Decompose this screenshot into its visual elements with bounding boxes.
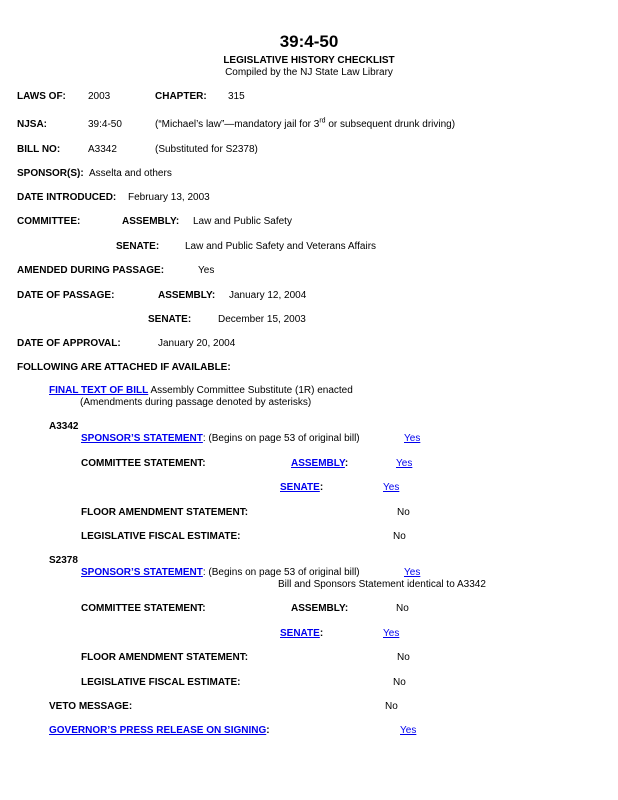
s2378-sponsor-row bbox=[81, 567, 360, 579]
committee-assembly-label: ASSEMBLY: bbox=[122, 216, 180, 227]
passage-senate-label: SENATE: bbox=[148, 314, 192, 325]
press-release-yes-link[interactable]: Yes bbox=[400, 725, 417, 736]
s2378-identical-note: Bill and Sponsors Statement identical to A3342 bbox=[278, 579, 486, 590]
a3342-senate-link[interactable]: SENATE bbox=[280, 482, 320, 493]
final-text-row bbox=[49, 385, 353, 397]
date-introduced-label: DATE INTRODUCED: bbox=[17, 192, 117, 203]
bill-no-note: (Substituted for S2378) bbox=[155, 144, 258, 155]
bill-no-value: A3342 bbox=[88, 144, 117, 155]
njsa-description-text: (“Michael’s law”—mandatory jail for 3 bbox=[155, 119, 320, 130]
s2378-committee-senate bbox=[280, 628, 323, 640]
a3342-sponsor-desc: : (Begins on page 53 of original bill) bbox=[202, 433, 360, 444]
veto-value: No bbox=[385, 701, 398, 712]
date-introduced-value: February 13, 2003 bbox=[128, 192, 210, 203]
laws-of-label: LAWS OF: bbox=[17, 91, 66, 102]
amended-label: AMENDED DURING PASSAGE: bbox=[17, 265, 165, 276]
a3342-sponsor-row bbox=[81, 433, 360, 445]
a3342-sponsor-statement-link[interactable]: SPONSOR’S STATEMENT bbox=[81, 433, 203, 444]
passage-assembly-label: ASSEMBLY: bbox=[158, 290, 216, 301]
s2378-sponsor-yes-link[interactable]: Yes bbox=[404, 567, 421, 578]
s2378-heading: S2378 bbox=[49, 555, 78, 566]
s2378-committee-label: COMMITTEE STATEMENT: bbox=[81, 603, 206, 614]
a3342-fiscal-value: No bbox=[393, 531, 406, 542]
passage-assembly-value: January 12, 2004 bbox=[229, 290, 307, 301]
a3342-committee-senate bbox=[280, 482, 323, 494]
page-subtitle: LEGISLATIVE HISTORY CHECKLIST bbox=[223, 55, 395, 66]
a3342-floor-label: FLOOR AMENDMENT STATEMENT: bbox=[81, 507, 249, 518]
s2378-sponsor-statement-link[interactable]: SPONSOR’S STATEMENT bbox=[81, 567, 203, 578]
s2378-assembly-value: No bbox=[396, 603, 409, 614]
s2378-fiscal-label: LEGISLATIVE FISCAL ESTIMATE: bbox=[81, 677, 241, 688]
committee-label: COMMITTEE: bbox=[17, 216, 81, 227]
press-release-row bbox=[49, 725, 270, 737]
a3342-senate-colon: : bbox=[319, 482, 324, 493]
a3342-assembly-yes-link[interactable]: Yes bbox=[396, 458, 413, 469]
s2378-senate-colon: : bbox=[319, 628, 324, 639]
press-release-link[interactable]: GOVERNOR’S PRESS RELEASE ON SIGNING bbox=[49, 725, 267, 736]
s2378-assembly-label: ASSEMBLY: bbox=[291, 603, 349, 614]
s2378-fiscal-value: No bbox=[393, 677, 406, 688]
s2378-senate-link[interactable]: SENATE bbox=[280, 628, 320, 639]
s2378-floor-label: FLOOR AMENDMENT STATEMENT: bbox=[81, 652, 249, 663]
final-text-link[interactable]: FINAL TEXT OF BILL bbox=[49, 385, 149, 396]
a3342-assembly-link[interactable]: ASSEMBLY bbox=[291, 458, 345, 469]
a3342-assembly-colon: : bbox=[344, 458, 349, 469]
njsa-description bbox=[155, 119, 455, 131]
approval-label: DATE OF APPROVAL: bbox=[17, 338, 121, 349]
attached-heading: FOLLOWING ARE ATTACHED IF AVAILABLE: bbox=[17, 362, 231, 373]
committee-senate-value: Law and Public Safety and Veterans Affairs bbox=[185, 241, 377, 252]
veto-label: VETO MESSAGE: bbox=[49, 701, 133, 712]
a3342-sponsor-yes-link[interactable]: Yes bbox=[404, 433, 421, 444]
press-release-colon: : bbox=[266, 725, 270, 736]
amended-value: Yes bbox=[198, 265, 215, 276]
sponsors-value: Asselta and others bbox=[89, 168, 172, 179]
sponsors-label: SPONSOR(S): bbox=[17, 168, 84, 179]
approval-value: January 20, 2004 bbox=[158, 338, 236, 349]
chapter-value: 315 bbox=[228, 91, 245, 102]
s2378-sponsor-desc: : (Begins on page 53 of original bill) bbox=[202, 567, 360, 578]
compiled-by: Compiled by the NJ State Law Library bbox=[225, 67, 393, 78]
a3342-committee-assembly bbox=[291, 458, 348, 470]
laws-of-value: 2003 bbox=[88, 91, 111, 102]
njsa-description-sup: rd bbox=[319, 117, 326, 125]
final-text-desc2: (Amendments during passage denoted by asterisks) bbox=[80, 397, 312, 408]
a3342-committee-label: COMMITTEE STATEMENT: bbox=[81, 458, 206, 469]
page-title: 39:4-50 bbox=[279, 32, 339, 51]
bill-no-label: BILL NO: bbox=[17, 144, 61, 155]
committee-senate-label: SENATE: bbox=[116, 241, 160, 252]
s2378-floor-value: No bbox=[397, 652, 410, 663]
a3342-heading: A3342 bbox=[49, 421, 79, 432]
njsa-description-tail: or subsequent drunk driving) bbox=[325, 119, 456, 130]
a3342-senate-yes-link[interactable]: Yes bbox=[383, 482, 400, 493]
a3342-floor-value: No bbox=[397, 507, 410, 518]
s2378-senate-yes-link[interactable]: Yes bbox=[383, 628, 400, 639]
a3342-fiscal-label: LEGISLATIVE FISCAL ESTIMATE: bbox=[81, 531, 241, 542]
njsa-value: 39:4-50 bbox=[88, 119, 122, 130]
passage-senate-value: December 15, 2003 bbox=[218, 314, 306, 325]
final-text-desc: Assembly Committee Substitute (1R) enacted bbox=[148, 385, 353, 396]
passage-label: DATE OF PASSAGE: bbox=[17, 290, 115, 301]
committee-assembly-value: Law and Public Safety bbox=[193, 216, 292, 227]
njsa-label: NJSA: bbox=[17, 119, 48, 130]
chapter-label: CHAPTER: bbox=[155, 91, 207, 102]
